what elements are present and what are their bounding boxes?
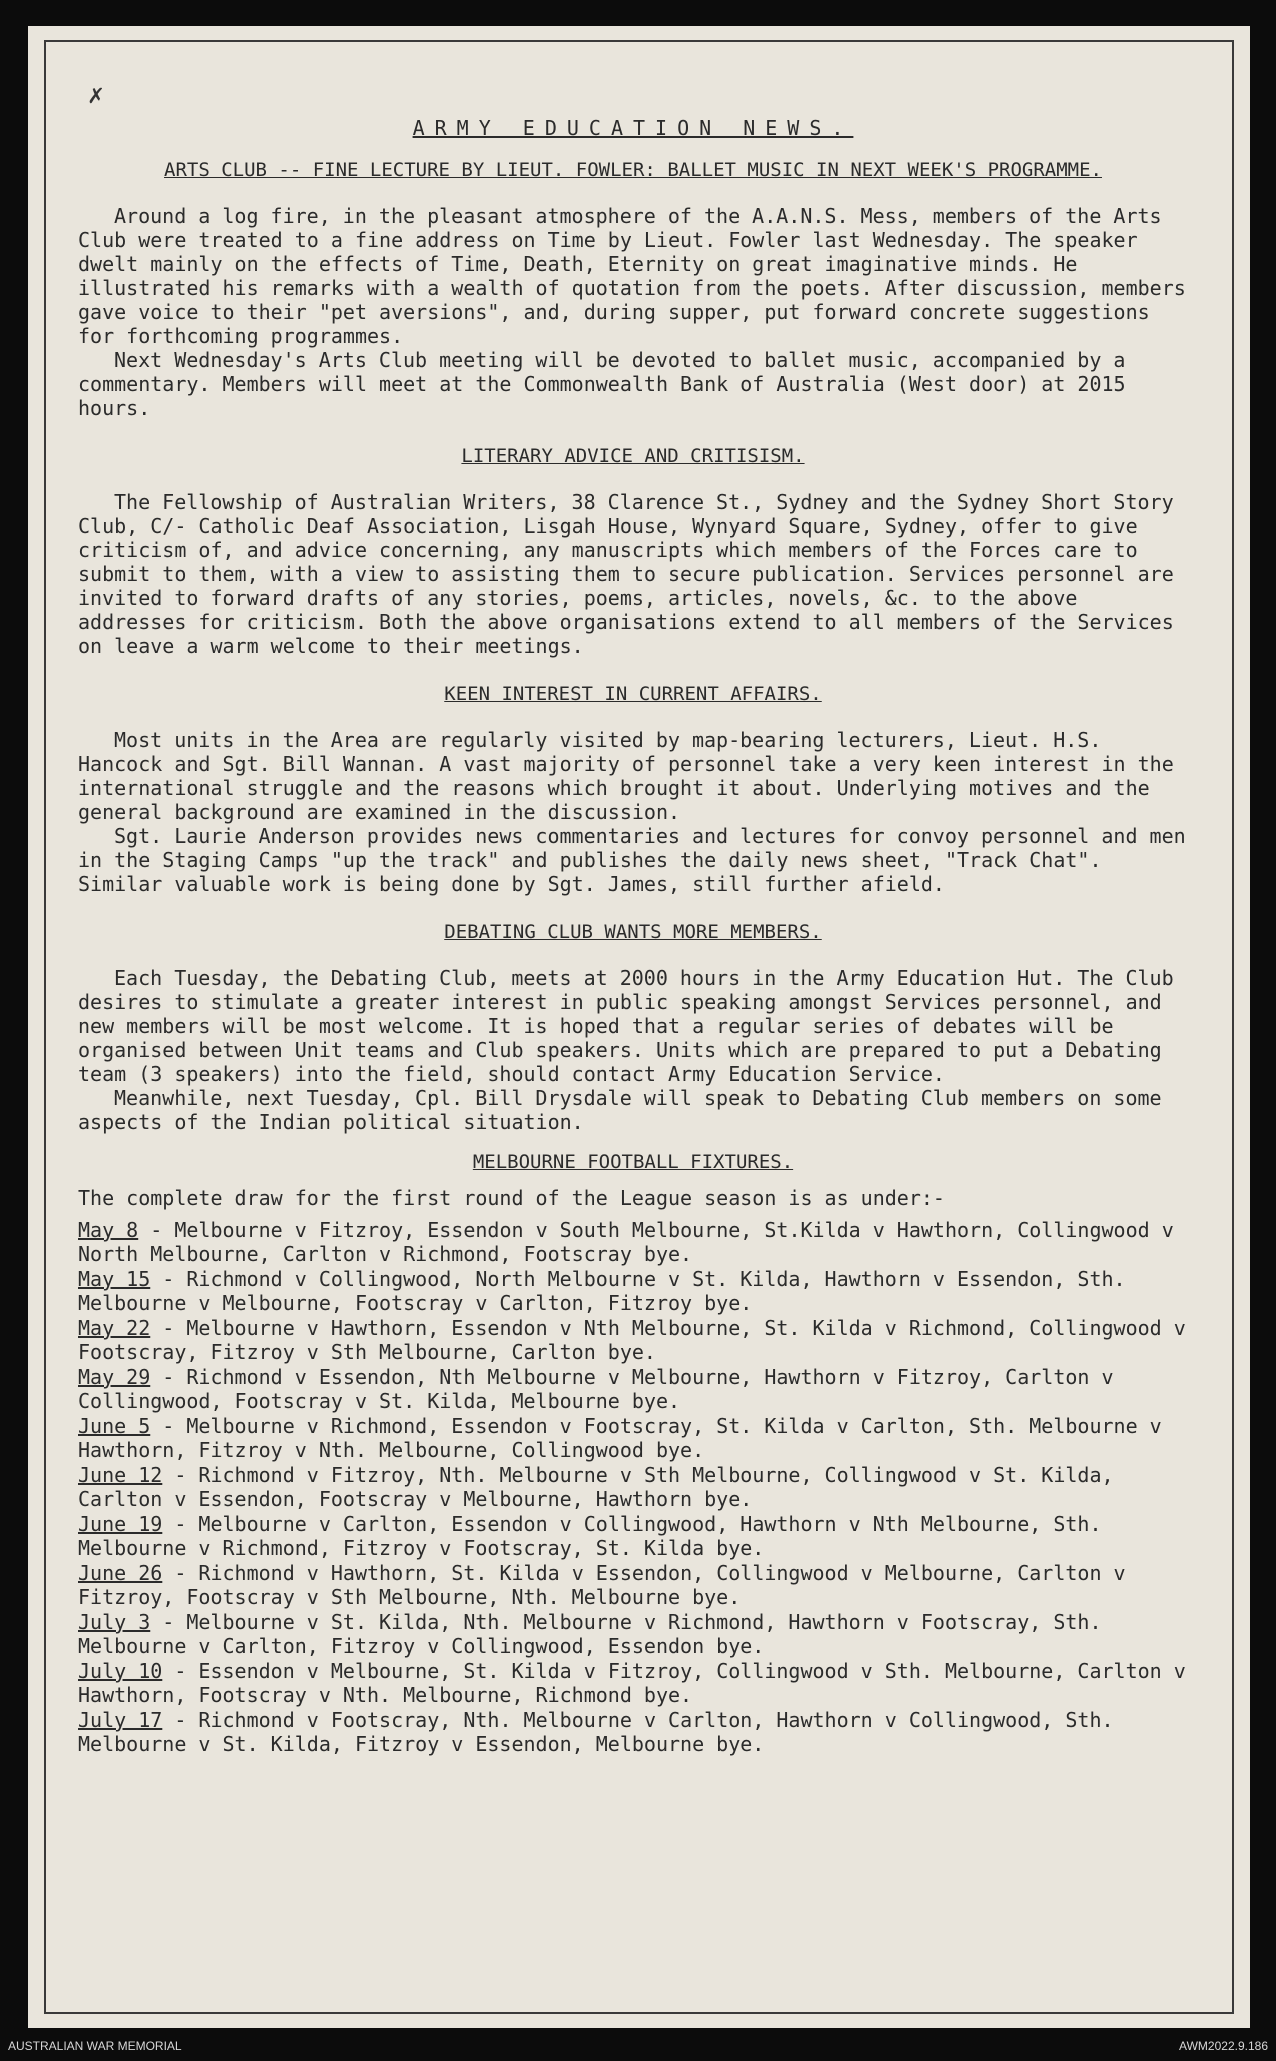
footer-accession-number: AWM2022.9.186 (1179, 2039, 1268, 2053)
paragraph: Each Tuesday, the Debating Club, meets at 2000 hours in the Army Education Hut. The Club desires to stimulate a greater interest in public speaking amongst Services personnel, and new members will be most welcome. It is hoped that a regular series of debates will be organised between Unit teams and Club speakers. Units which are prepared to put a Debating team (3 speakers) into the field, should contact Army Education Service. (78, 966, 1174, 1086)
section-debating-club (78, 920, 1188, 1134)
fixture-text: - Richmond v Essendon, Nth Melbourne v Melbourne, Hawthorn v Fitzroy, Carlton v Collingwood, Footscray v St. Kilda, Melbourne bye. (78, 1365, 1114, 1413)
fixtures-intro: The complete draw for the first round of the League season is as under:- (78, 1186, 945, 1210)
paragraph: The Fellowship of Australian Writers, 38 Clarence St., Sydney and the Sydney Short Story Club, C/- Catholic Deaf Association, Lisgah House, Wynyard Square, Sydney, offer to give criticism of, and advice concerning, any manuscripts which members of the Forces care to submit to them, with a view to assisting them to secure publication. Services personnel are invited to forward drafts of any stories, poems, articles, novels, &c. to the above addresses for criticism. Both the above organisations extend to all members of the Services on leave a warm welcome to their meetings. (78, 490, 1174, 658)
fixture-row (78, 1512, 1188, 1560)
fixture-text: - Richmond v Collingwood, North Melbourne v St. Kilda, Hawthorn v Essendon, Sth. Melbourne v Melbourne, Footscray v Carlton, Fitzroy bye. (78, 1267, 1126, 1315)
fixture-text: - Richmond v Hawthorn, St. Kilda v Essendon, Collingwood v Melbourne, Carlton v Fitzroy, Footscray v Sth Melbourne, Nth. Melbourne bye. (78, 1561, 1126, 1609)
fixture-row (78, 1708, 1188, 1756)
fixture-date: June 19 (78, 1512, 163, 1536)
section-headline: LITERARY ADVICE AND CRITISISM. (461, 445, 805, 467)
fixture-text: - Melbourne v Hawthorn, Essendon v Nth Melbourne, St. Kilda v Richmond, Collingwood v Footscray, Fitzroy v Sth Melbourne, Carlton bye. (78, 1316, 1186, 1364)
fixture-date: May 15 (78, 1267, 151, 1291)
fixture-row (78, 1561, 1188, 1609)
fixture-row (78, 1267, 1188, 1315)
fixture-date: July 3 (78, 1610, 151, 1634)
fixture-row (78, 1365, 1188, 1413)
fixture-text: - Essendon v Melbourne, St. Kilda v Fitzroy, Collingwood v Sth. Melbourne, Carlton v Hawthorn, Footscray v Nth. Melbourne, Richmond bye. (78, 1659, 1186, 1707)
fixture-row (78, 1463, 1188, 1511)
section-current-affairs (78, 682, 1188, 896)
footer-credit: AUSTRALIAN WAR MEMORIAL (8, 2039, 182, 2053)
fixture-text: - Richmond v Fitzroy, Nth. Melbourne v Sth Melbourne, Collingwood v St. Kilda, Carlton v Essendon, Footscray v Melbourne, Hawthorn bye. (78, 1463, 1114, 1511)
fixture-text: - Richmond v Footscray, Nth. Melbourne v Carlton, Hawthorn v Collingwood, Sth. Melbourne v St. Kilda, Fitzroy v Essendon, Melbourne bye. (78, 1708, 1114, 1756)
fixture-date: May 8 (78, 1218, 139, 1242)
fixture-date: June 5 (78, 1414, 151, 1438)
paragraph: Sgt. Laurie Anderson provides news commentaries and lectures for convoy personnel and men in the Staging Camps "up the track" and publishes the daily news sheet, "Track Chat". Similar valuable work is being done by Sgt. James, still further afield. (78, 824, 1186, 896)
fixture-row (78, 1218, 1188, 1266)
section-headline: ARTS CLUB -- FINE LECTURE BY LIEUT. FOWLER: BALLET MUSIC IN NEXT WEEK'S PROGRAMME. (164, 159, 1102, 181)
section-headline: DEBATING CLUB WANTS MORE MEMBERS. (444, 921, 822, 943)
fixture-date: June 26 (78, 1561, 163, 1585)
fixture-text: - Melbourne v St. Kilda, Nth. Melbourne v Richmond, Hawthorn v Footscray, Sth. Melbourne v Carlton, Fitzroy v Collingwood, Essendon bye. (78, 1610, 1102, 1658)
fixture-date: June 12 (78, 1463, 163, 1487)
fixture-date: July 10 (78, 1659, 163, 1683)
masthead: ARMY EDUCATION NEWS. (412, 116, 854, 140)
paragraph: Most units in the Area are regularly visited by map-bearing lecturers, Lieut. H.S. Hancock and Sgt. Bill Wannan. A vast majority of personnel take a very keen interest in the international struggle and the reasons which brought it about. Underlying motives and the general background are examined in the discussion. (78, 728, 1174, 824)
fixture-row (78, 1659, 1188, 1707)
paragraph: Next Wednesday's Arts Club meeting will be devoted to ballet music, accompanied by a commentary. Members will meet at the Commonwealth Bank of Australia (West door) at 2015 hours. (78, 348, 1126, 420)
fixture-text: - Melbourne v Fitzroy, Essendon v South Melbourne, St.Kilda v Hawthorn, Collingwood v North Melbourne, Carlton v Richmond, Footscray bye. (78, 1218, 1174, 1266)
fixture-row (78, 1316, 1188, 1364)
fixture-date: July 17 (78, 1708, 163, 1732)
paragraph: Meanwhile, next Tuesday, Cpl. Bill Drysdale will speak to Debating Club members on some aspects of the Indian political situation. (78, 1086, 1162, 1134)
paragraph: Around a log fire, in the pleasant atmosphere of the A.A.N.S. Mess, members of the Arts Club were treated to a fine address on Time by Lieut. Fowler last Wednesday. The speaker dwelt mainly on the effects of Time, Death, Eternity on great imaginative minds. He illustrated his remarks with a wealth of quotation from the poets. After discussion, members gave voice to their "pet aversions", and, during supper, put forward concrete suggestions for forthcoming programmes. (78, 204, 1186, 348)
section-football-fixtures (78, 1150, 1188, 1756)
section-arts-club (78, 158, 1188, 420)
fixtures-list (78, 1218, 1188, 1756)
fixture-date: May 29 (78, 1365, 151, 1389)
section-headline: MELBOURNE FOOTBALL FIXTURES. (472, 1151, 794, 1173)
fixture-row (78, 1414, 1188, 1462)
document-sheet (28, 26, 1250, 2028)
fixture-row (78, 1610, 1188, 1658)
fixture-text: - Melbourne v Carlton, Essendon v Collingwood, Hawthorn v Nth Melbourne, Sth. Melbourne v Richmond, Fitzroy v Footscray, St. Kilda bye. (78, 1512, 1102, 1560)
fixture-text: - Melbourne v Richmond, Essendon v Footscray, St. Kilda v Carlton, Sth. Melbourne v Hawthorn, Fitzroy v Nth. Melbourne, Collingwood bye. (78, 1414, 1162, 1462)
fixture-date: May 22 (78, 1316, 151, 1340)
section-literary-advice (78, 444, 1188, 658)
document-content (78, 116, 1188, 1757)
section-headline: KEEN INTEREST IN CURRENT AFFAIRS. (444, 683, 822, 705)
corner-mark: ✗ (88, 80, 104, 110)
